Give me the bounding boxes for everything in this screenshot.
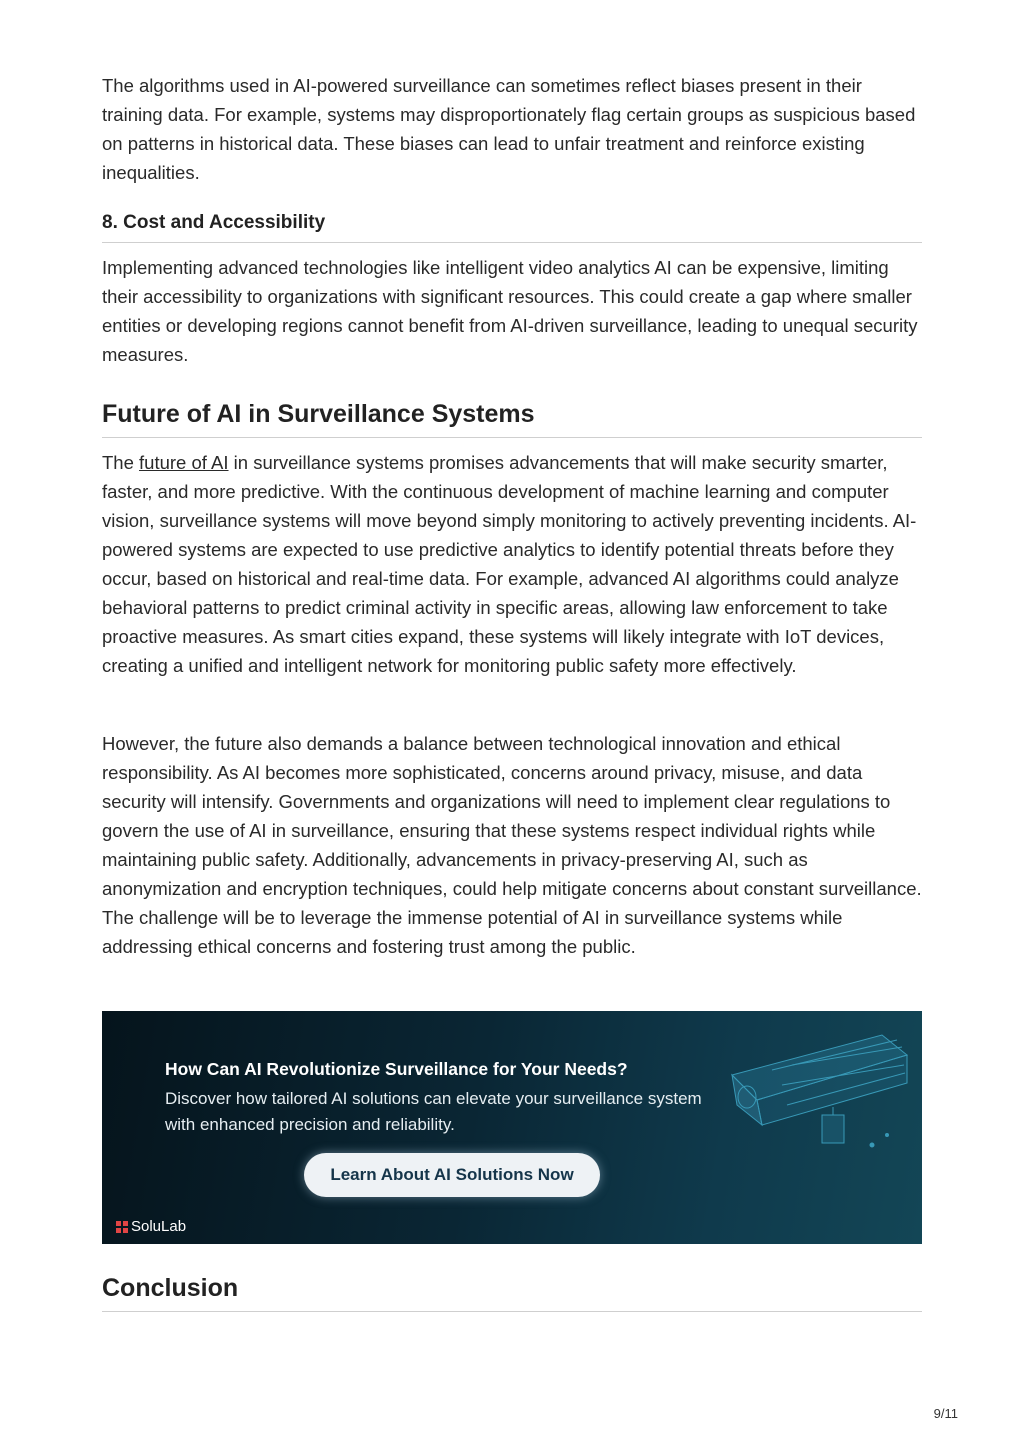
bias-paragraph: The algorithms used in AI-powered surveillance can sometimes reflect biases present in their training data. For example, systems may disproportionately flag certain groups as suspicious based on patterns in historical data. These biases can lead to unfair treatment and reinforce existing inequalities. bbox=[102, 75, 916, 183]
solulab-logo-icon bbox=[116, 1221, 128, 1233]
cta-banner[interactable] bbox=[102, 1011, 922, 1244]
cost-paragraph: Implementing advanced technologies like intelligent video analytics AI can be expensive, limiting their accessibility to organizations with significant resources. This could create a gap where smaller entities or developing regions cannot benefit from AI-driven surveillance, leading to unequal security measures. bbox=[102, 257, 918, 365]
future-paragraph-start: The bbox=[102, 452, 140, 473]
learn-about-ai-solutions-button[interactable]: Learn About AI Solutions Now bbox=[304, 1153, 600, 1197]
banner-title: How Can AI Revolutionize Surveillance for Your Needs? bbox=[165, 1059, 628, 1079]
future-heading: Future of AI in Surveillance Systems bbox=[102, 400, 922, 438]
future-paragraph-2: However, the future also demands a balance between technological innovation and ethical responsibility. As AI becomes more sophisticated, concerns around privacy, misuse, and data security will intensify. Governments and organizations will need to implement clear regulations to govern the use of AI in surveillance, ensuring that these systems respect individual rights while maintaining public safety. Additionally, advancements in privacy-preserving AI, such as anonymization and encryption techniques, could help mitigate concerns about constant surveillance. The challenge will be to leverage the immense potential of AI in surveillance systems while addressing ethical concerns and fostering trust among the public. bbox=[102, 733, 922, 957]
future-paragraph-1 bbox=[102, 448, 922, 680]
cost-accessibility-heading: 8. Cost and Accessibility bbox=[102, 212, 922, 243]
security-camera-illustration bbox=[712, 1025, 922, 1165]
future-paragraph-rest: in surveillance systems promises advancements that will make security smarter, faster, and more predictive. With the continuous development of machine learning and computer vision, surveillance systems will move beyond simply monitoring to actively preventing incidents. AI-powered systems are expected to use predictive analytics to identify potential threats before they occur, based on historical and real-time data. For example, advanced AI algorithms could analyze behavioral patterns to predict criminal activity in specific areas, allowing law enforcement to take proactive measures. As smart cities expand, these systems will likely integrate with IoT devices, creating a unified and intelligent network for monitoring public safety more effectively. bbox=[102, 452, 917, 676]
solulab-logo bbox=[116, 1218, 186, 1236]
future-of-ai-link[interactable]: future of AI bbox=[139, 452, 229, 473]
page-number: 9/11 bbox=[933, 1406, 958, 1421]
conclusion-heading: Conclusion bbox=[102, 1274, 922, 1312]
banner-description: Discover how tailored AI solutions can elevate your surveillance system with enhanced precision and reliability. bbox=[165, 1089, 702, 1134]
brand-name: SoluLab bbox=[131, 1218, 187, 1236]
